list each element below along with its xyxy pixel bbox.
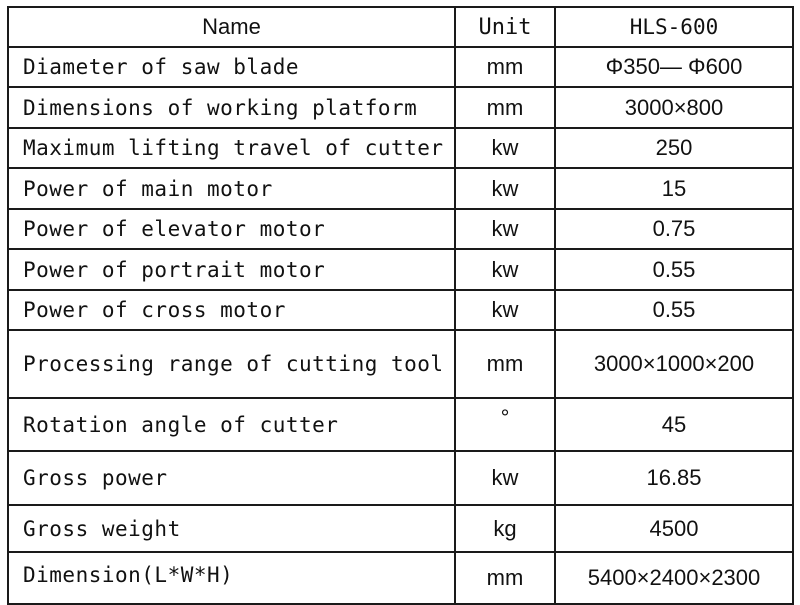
table-row [8, 398, 793, 451]
row-name: Rotation angle of cutter [8, 398, 455, 451]
row-name: Maximum lifting travel of cutter [8, 128, 455, 168]
row-unit: kw [455, 168, 555, 209]
row-name: Gross weight [8, 505, 455, 552]
table-row [8, 451, 793, 505]
row-value: 45 [555, 398, 793, 451]
specification-table [7, 6, 794, 605]
row-unit: kw [455, 128, 555, 168]
row-value: 4500 [555, 505, 793, 552]
table-row [8, 290, 793, 330]
row-name: Processing range of cutting tool [8, 330, 455, 398]
row-name: Diameter of saw blade [8, 47, 455, 87]
row-unit: mm [455, 552, 555, 604]
row-name: Power of elevator motor [8, 209, 455, 249]
row-name: Dimension(L*W*H) [8, 552, 455, 604]
table-row [8, 249, 793, 290]
row-value: Φ350— Φ600 [555, 47, 793, 87]
table-row [8, 128, 793, 168]
row-value: 3000×1000×200 [555, 330, 793, 398]
row-unit: mm [455, 87, 555, 128]
table-row [8, 505, 793, 552]
row-value: 15 [555, 168, 793, 209]
row-value: 3000×800 [555, 87, 793, 128]
table-row [8, 168, 793, 209]
row-name: Dimensions of working platform [8, 87, 455, 128]
row-name: Power of main motor [8, 168, 455, 209]
row-unit: kw [455, 249, 555, 290]
row-unit: ° [455, 398, 555, 451]
table-row [8, 209, 793, 249]
table-row [8, 552, 793, 604]
header-unit: Unit [455, 7, 555, 47]
row-value: 0.75 [555, 209, 793, 249]
table-row [8, 47, 793, 87]
table-header-row [8, 7, 793, 47]
row-value: 0.55 [555, 249, 793, 290]
row-unit: kw [455, 290, 555, 330]
row-unit: mm [455, 330, 555, 398]
row-unit: kw [455, 209, 555, 249]
row-value: 16.85 [555, 451, 793, 505]
header-model: HLS-600 [555, 7, 793, 47]
row-unit: mm [455, 47, 555, 87]
row-name: Power of cross motor [8, 290, 455, 330]
header-name: Name [8, 7, 455, 47]
row-name: Power of portrait motor [8, 249, 455, 290]
table-row [8, 330, 793, 398]
row-value: 250 [555, 128, 793, 168]
table-row [8, 87, 793, 128]
row-value: 5400×2400×2300 [555, 552, 793, 604]
row-name: Gross power [8, 451, 455, 505]
row-value: 0.55 [555, 290, 793, 330]
row-unit: kw [455, 451, 555, 505]
row-unit: kg [455, 505, 555, 552]
